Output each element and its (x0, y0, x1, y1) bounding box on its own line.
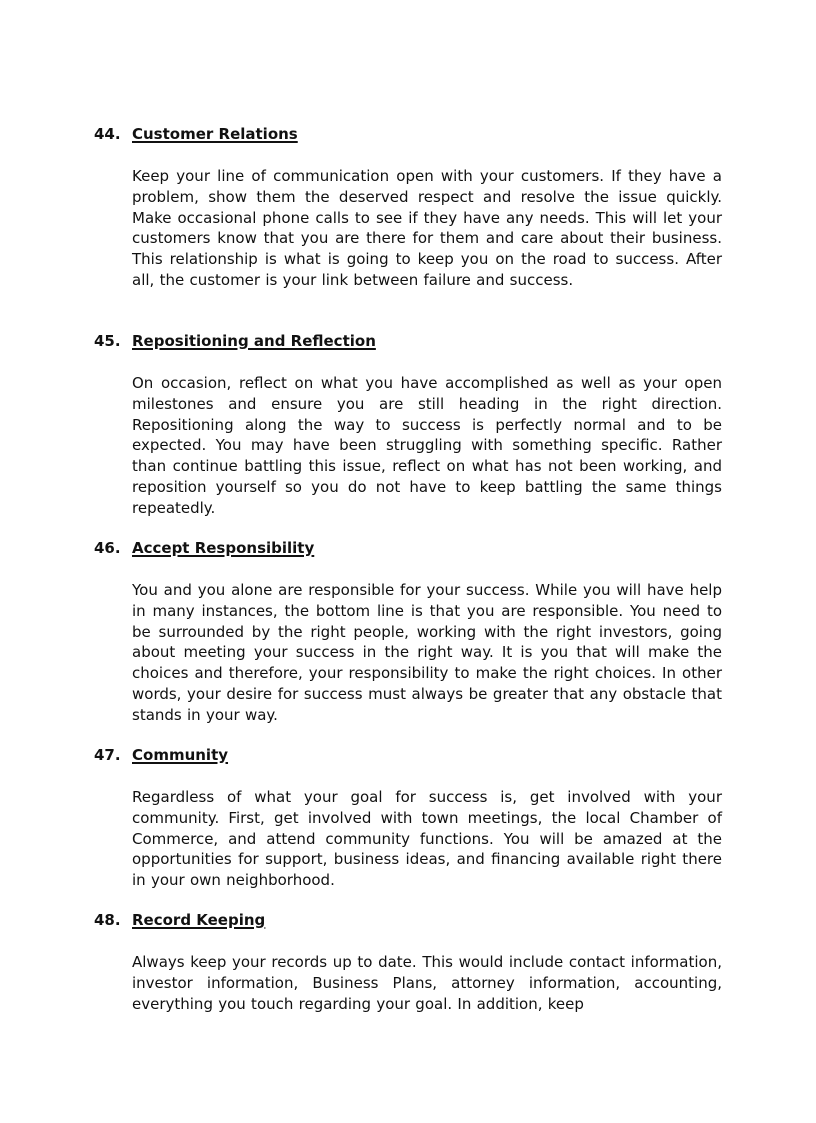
section-heading (94, 910, 722, 930)
section-record-keeping (94, 910, 722, 1014)
section-customer-relations (94, 124, 722, 291)
section-heading (94, 745, 722, 765)
section-heading (94, 124, 722, 144)
section-accept-responsibility (94, 538, 722, 726)
section-title: Record Keeping (132, 911, 266, 929)
section-body: On occasion, reflect on what you have accomplished as well as your open milestones and ensure you are still heading in the right direction. Repositioning along the way to success is perfectly normal and to be expected. You may have been struggling with something specific. Rather than continue battling this issue, reflect on what has not been working, and reposition yourself so you do not have to keep battling the same things repeatedly. (132, 374, 722, 517)
section-repositioning-and-reflection (94, 331, 722, 519)
section-number: 48. (94, 911, 121, 929)
section-body: Keep your line of communication open with your customers. If they have a problem, show them the deserved respect and resolve the issue quickly. Make occasional phone calls to see if they have any needs. This will let your customers know that you are there for them and care about their business. This relationship is what is going to keep you on the road to success. After all, the customer is your link between failure and success. (132, 167, 722, 289)
section-number: 44. (94, 125, 121, 143)
section-title: Accept Responsibility (132, 539, 315, 557)
section-title: Customer Relations (132, 125, 298, 143)
section-body: Regardless of what your goal for success is, get involved with your community. First, get involved with town meetings, the local Chamber of Commerce, and attend community functions. You will be amazed at the opportunities for support, business ideas, and financing available right there in your own neighborhood. (132, 788, 722, 890)
section-heading (94, 538, 722, 558)
section-body: Always keep your records up to date. This would include contact information, investor information, Business Plans, attorney information, accounting, everything you touch regarding your goal. In addition, keep (132, 953, 722, 1013)
section-body: You and you alone are responsible for your success. While you will have help in many instances, the bottom line is that you are responsible. You need to be surrounded by the right people, working with the right investors, going about meeting your success in the right way. It is you that will make the choices and therefore, your responsibility to make the right choices. In other words, your desire for success must always be greater that any obstacle that stands in your way. (132, 581, 722, 724)
section-number: 45. (94, 332, 121, 350)
section-number: 47. (94, 746, 121, 764)
section-title: Community (132, 746, 229, 764)
section-heading (94, 331, 722, 351)
section-number: 46. (94, 539, 121, 557)
section-community (94, 745, 722, 891)
section-title: Repositioning and Reflection (132, 332, 376, 350)
